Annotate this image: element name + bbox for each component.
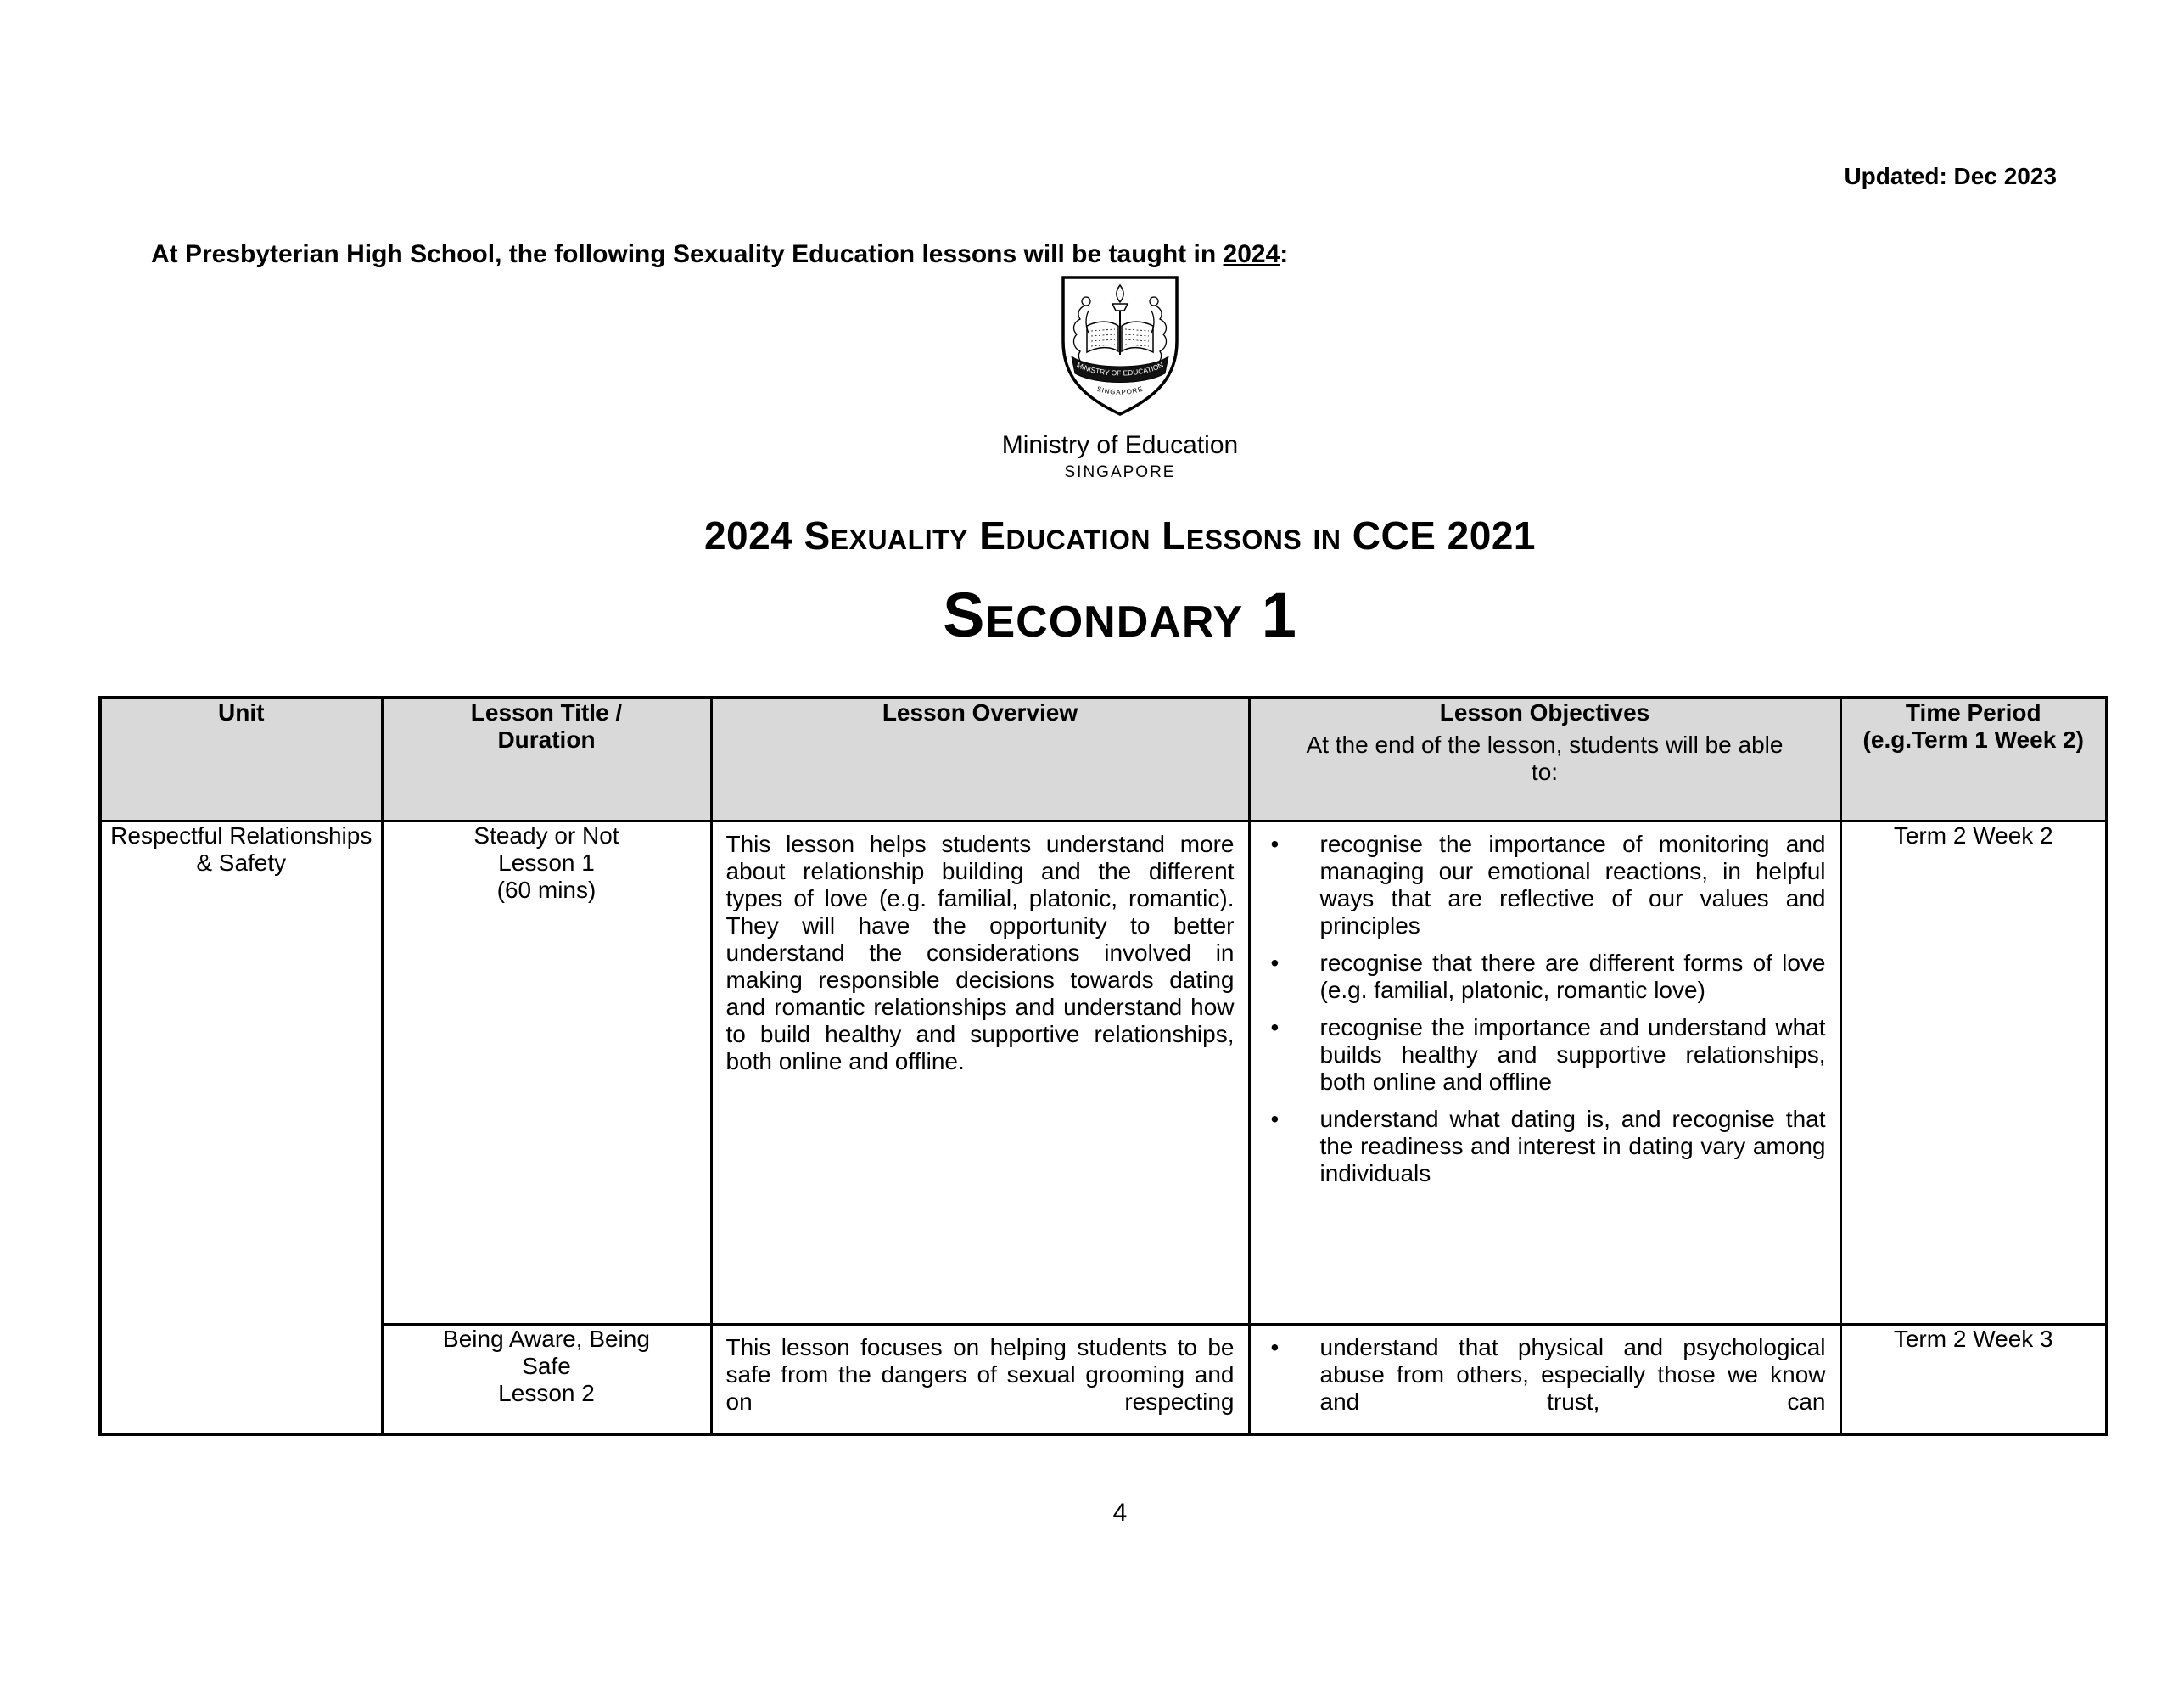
updated-date: Updated: Dec 2023 [1844, 163, 2057, 189]
lesson1-title-line: Steady or Not [473, 822, 619, 849]
objective-item: • understand what dating is, and recognise that the readiness and interest in dating vary among individuals [1269, 1106, 1826, 1187]
objective-item: • recognise that there are different forms of love (e.g. familial, platonic, romantic love) [1269, 950, 1826, 1004]
header-lesson-title-line1: Lesson Title / [470, 699, 623, 726]
lesson1-overview-cell [711, 821, 1249, 1324]
intro-line [151, 240, 1288, 269]
table-row-lesson2 [100, 1324, 2107, 1434]
intro-year-underlined: 2024 [1223, 240, 1280, 268]
lesson1-objectives-cell [1249, 821, 1840, 1324]
objective-item: • recognise the importance of monitoring and managing our emotional reactions, in helpful ways that are reflective of our values and principles [1269, 831, 1826, 939]
document-header [28, 273, 2184, 651]
lesson2-title-cell [382, 1324, 711, 1434]
moe-crest-logo [1056, 273, 1184, 419]
header-row [100, 698, 2107, 821]
unit-name: Respectful Relationships & Safety [110, 822, 372, 876]
header-objectives [1249, 698, 1840, 821]
header-time-example: (e.g.Term 1 Week 2) [1862, 726, 2084, 753]
objective-item: • understand that physical and psychological abuse from others, especially those we know and trust, can [1269, 1334, 1826, 1416]
lesson2-overview-text: This lesson focuses on helping students to be safe from the dangers of sexual grooming and on respecting [725, 1333, 1235, 1415]
lesson2-title-clip [384, 1326, 710, 1407]
lesson1-title-cell [382, 821, 711, 1324]
lesson1-time-cell: Term 2 Week 2 [1840, 821, 2107, 1324]
lessons-table-area [98, 696, 2105, 1436]
header-objectives-label: Lesson Objectives [1439, 699, 1650, 726]
header-unit [100, 698, 382, 821]
section-title: Secondary 1 [943, 580, 1297, 650]
table-row-lesson1 [100, 821, 2107, 1324]
intro-suffix: : [1280, 240, 1289, 268]
header-unit-label: Unit [218, 699, 265, 726]
header-overview-label: Lesson Overview [882, 699, 1078, 726]
header-lesson-title-line2: Duration [497, 726, 596, 753]
lesson2-title-line: Being Aware, Being [443, 1325, 650, 1352]
header-objectives-subtext: At the end of the lesson, students will be able to: [1306, 732, 1784, 785]
unit-cell [100, 821, 382, 1434]
lessons-table [98, 696, 2108, 1436]
lesson2-time-cell: Term 2 Week 3 [1840, 1324, 2107, 1434]
shield-singapore-text: SINGAPORE [1095, 384, 1145, 396]
lesson2-objectives-cell [1249, 1324, 1840, 1434]
lesson2-objectives-list [1269, 1334, 1826, 1416]
document-title: 2024 Sexuality Education Lessons in CCE 2021 [703, 513, 1537, 558]
page-number: 4 [1112, 1499, 1128, 1527]
logo-country-name: SINGAPORE [1064, 463, 1176, 481]
lesson2-overview-cell [711, 1324, 1249, 1434]
lesson1-title-line: Lesson 1 [498, 849, 595, 876]
header-overview [711, 698, 1249, 821]
lesson1-objectives-list [1269, 831, 1826, 1187]
logo-org-name: Ministry of Education [1001, 431, 1239, 459]
objective-item: • recognise the importance and understand what builds healthy and supportive relationships, both online and offline [1269, 1014, 1826, 1096]
lesson2-objectives-clip [1251, 1326, 1840, 1421]
lesson2-title-line: Lesson 2 [498, 1379, 595, 1406]
lesson1-overview-text: This lesson helps students understand more about relationship building and the different types of love (e.g. familial, platonic, romantic). They will have the opportunity to better understand the considerations involved in making responsible decisions towards dating and romantic relationships and understand how to build healthy and supportive relationships, both online and offline. [725, 830, 1235, 1074]
intro-prefix: At Presbyterian High School, the following Sexuality Education lessons will be taught in [151, 240, 1224, 268]
header-time-period [1840, 698, 2107, 821]
lesson1-title-line: (60 mins) [496, 876, 596, 903]
header-time-label: Time Period [1905, 699, 2041, 726]
lesson2-title-line: Safe [522, 1352, 571, 1379]
header-lesson-title [382, 698, 711, 821]
ribbon-text: MINISTRY OF EDUCATION [1075, 360, 1165, 378]
